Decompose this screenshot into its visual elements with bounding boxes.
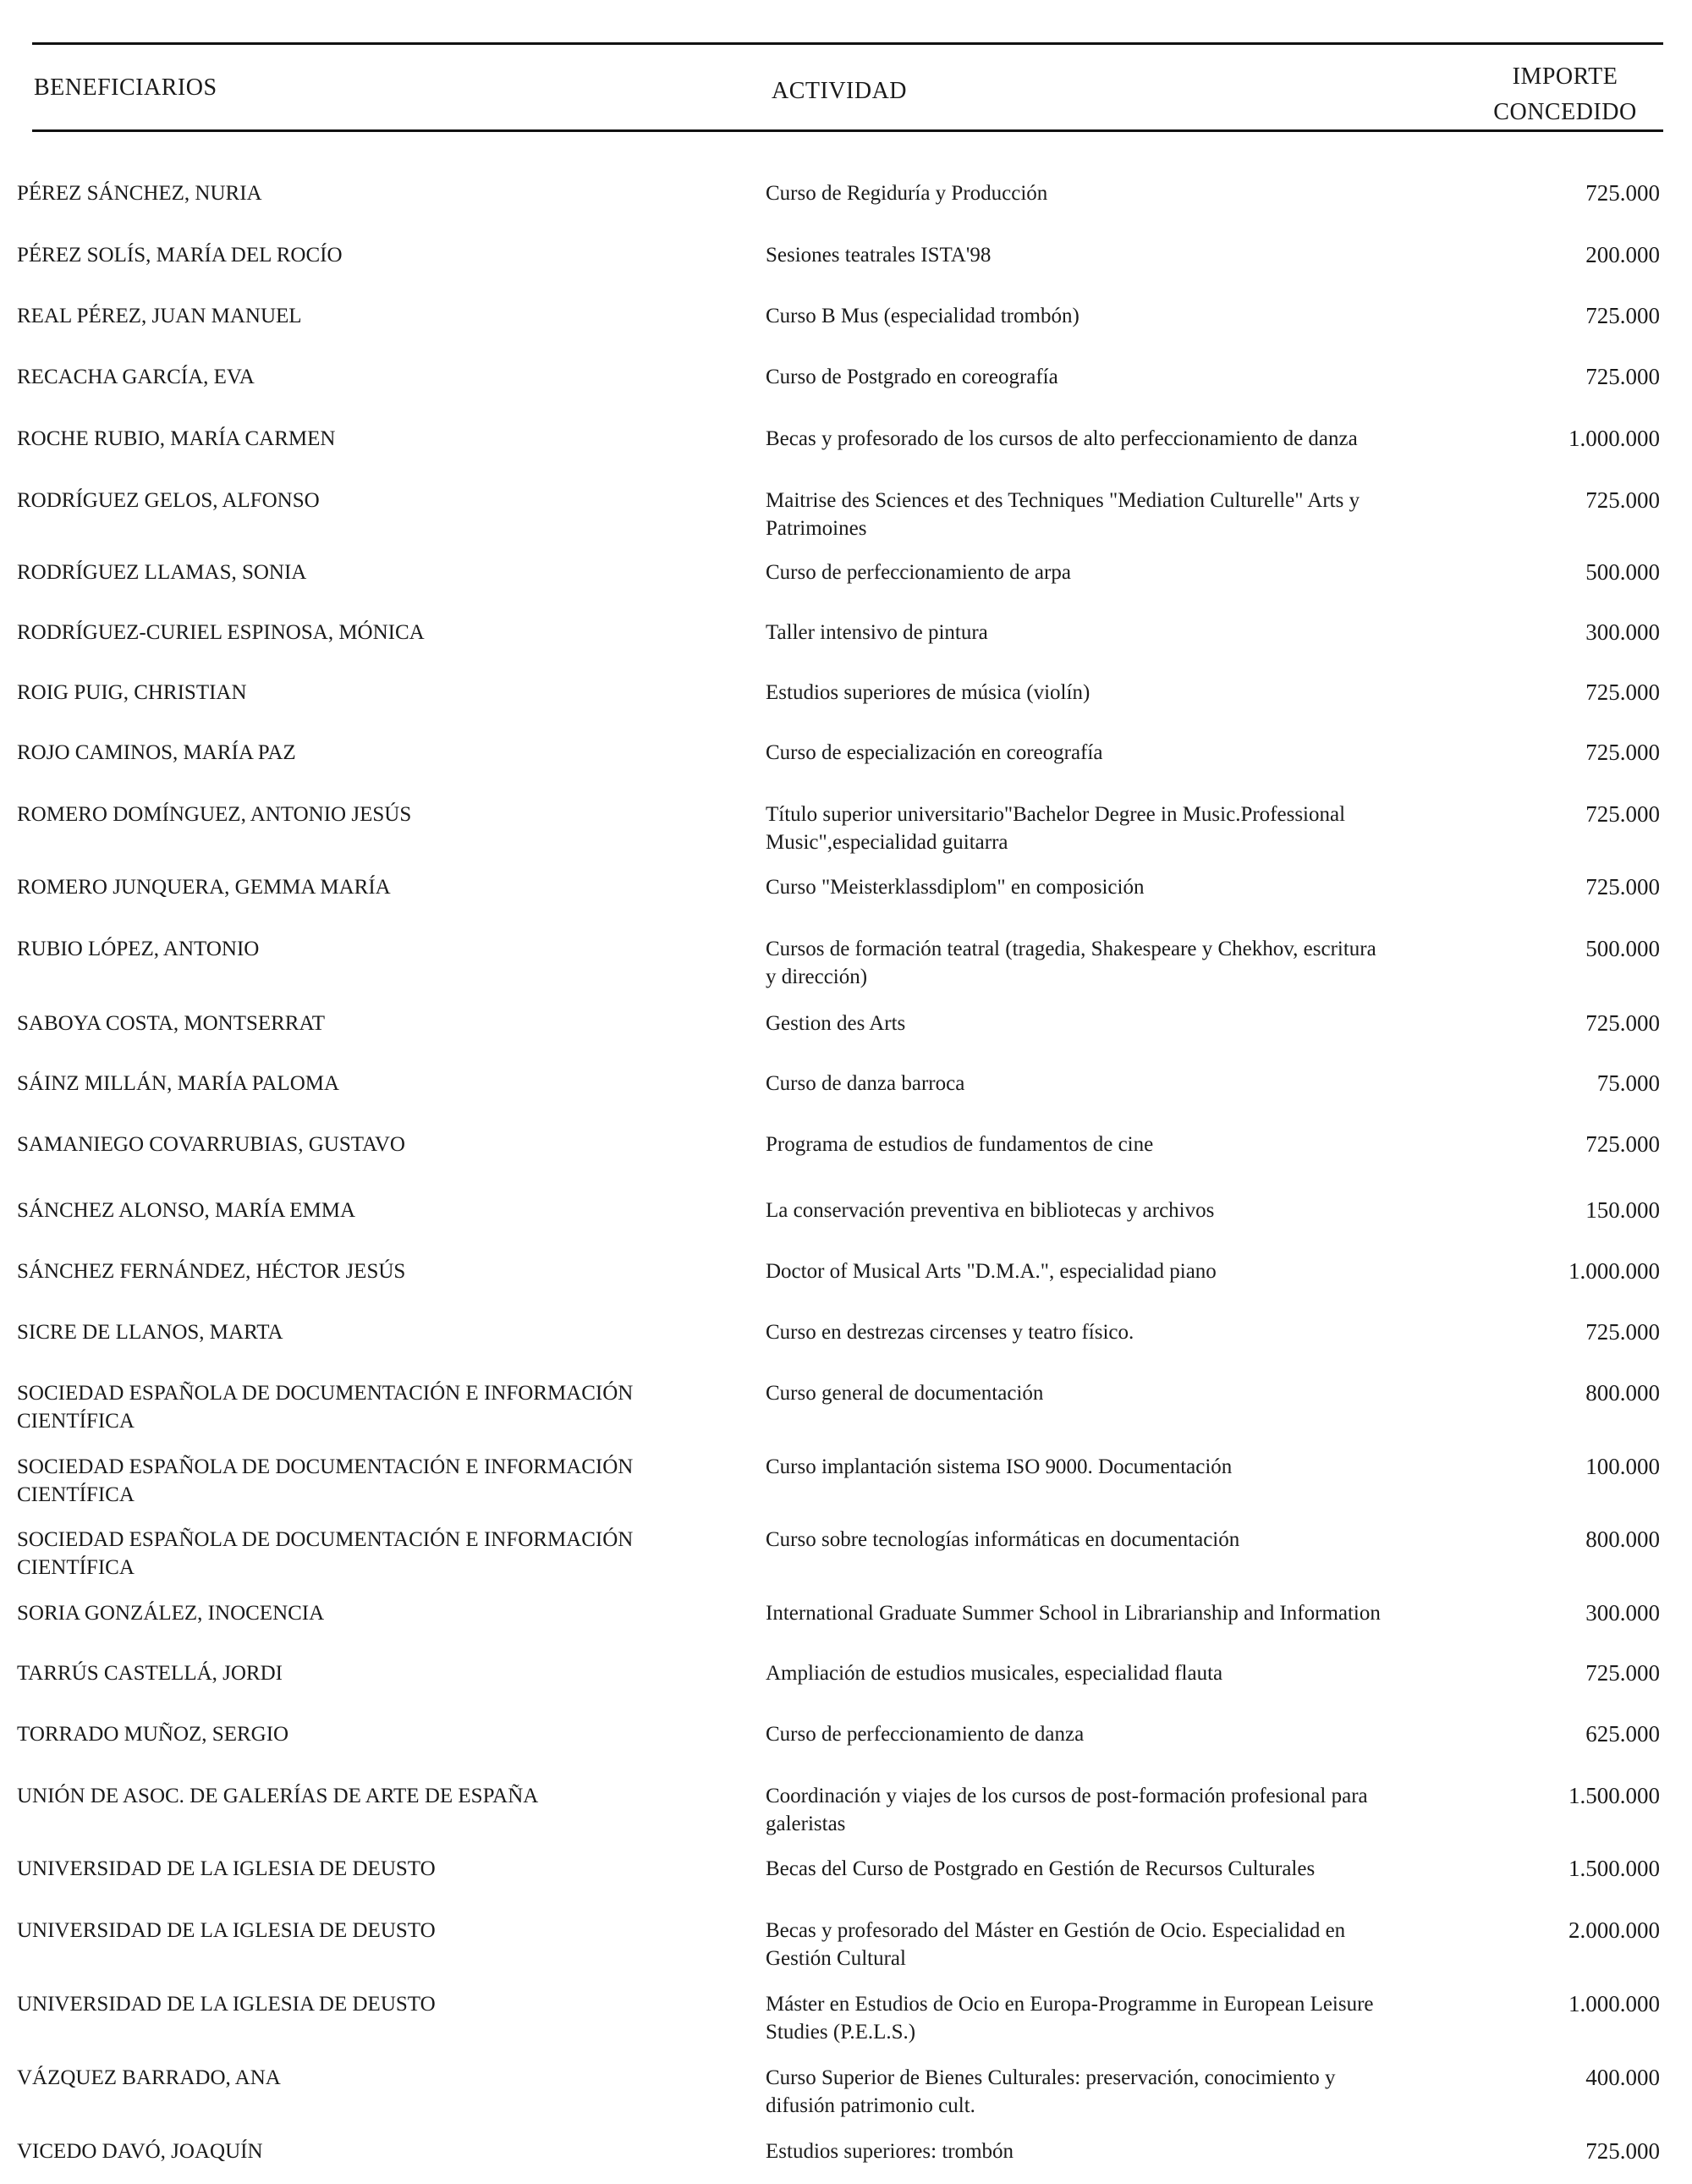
- importe-cell: 500.000: [1585, 936, 1660, 961]
- beneficiario-line: RUBIO LÓPEZ, ANTONIO: [17, 938, 260, 960]
- actividad-cell: [766, 1782, 1426, 1838]
- actividad-cell: [766, 2064, 1426, 2120]
- importe-cell: 725.000: [1585, 1660, 1660, 1686]
- importe-cell: 1.000.000: [1568, 1258, 1660, 1284]
- actividad-line: Estudios superiores de música (violín): [766, 681, 1090, 704]
- beneficiario-cell: [17, 2137, 711, 2165]
- actividad-line: Patrimoines: [766, 517, 867, 540]
- actividad-cell: [766, 558, 1426, 586]
- actividad-line: Curso general de documentación: [766, 1382, 1044, 1405]
- importe-cell: 800.000: [1585, 1527, 1660, 1552]
- actividad-line: Coordinación y viajes de los cursos de post-formación profesional para: [766, 1785, 1368, 1807]
- importe-cell: 625.000: [1585, 1721, 1660, 1747]
- actividad-line: Curso de perfeccionamiento de danza: [766, 1723, 1085, 1746]
- actividad-cell: [766, 619, 1426, 646]
- actividad-line: La conservación preventiva en bibliotecas y archivos: [766, 1199, 1215, 1222]
- beneficiario-line: RODRÍGUEZ LLAMAS, SONIA: [17, 561, 307, 584]
- beneficiario-cell: [17, 425, 711, 453]
- importe-cell: 725.000: [1585, 303, 1660, 328]
- beneficiario-cell: [17, 1197, 711, 1224]
- header-beneficiarios: BENEFICIARIOS: [34, 74, 217, 101]
- importe-cell: 300.000: [1585, 1600, 1660, 1626]
- importe-cell: 150.000: [1585, 1197, 1660, 1223]
- importe-cell: 800.000: [1585, 1380, 1660, 1406]
- actividad-cell: [766, 1917, 1426, 1972]
- beneficiario-cell: [17, 558, 711, 586]
- importe-cell: 725.000: [1585, 180, 1660, 206]
- beneficiario-line: RODRÍGUEZ GELOS, ALFONSO: [17, 489, 320, 512]
- actividad-line: Máster en Estudios de Ocio en Europa-Programme in European Leisure: [766, 1993, 1374, 2016]
- beneficiario-line: PÉREZ SÁNCHEZ, NURIA: [17, 182, 262, 205]
- actividad-cell: [766, 679, 1426, 707]
- beneficiario-line: VICEDO DAVÓ, JOAQUÍN: [17, 2140, 263, 2163]
- beneficiario-cell: [17, 302, 711, 330]
- header-actividad: ACTIVIDAD: [772, 78, 908, 104]
- beneficiario-line: VÁZQUEZ BARRADO, ANA: [17, 2066, 281, 2089]
- beneficiario-line: RODRÍGUEZ-CURIEL ESPINOSA, MÓNICA: [17, 621, 425, 644]
- actividad-line: Maitrise des Sciences et des Techniques "Mediation Culturelle" Arts y: [766, 489, 1360, 512]
- actividad-line: Curso en destrezas circenses y teatro físico.: [766, 1321, 1134, 1344]
- beneficiario-line: CIENTÍFICA: [17, 1556, 135, 1579]
- importe-cell: 725.000: [1585, 679, 1660, 705]
- beneficiario-line: ROIG PUIG, CHRISTIAN: [17, 681, 247, 704]
- actividad-line: Curso de Regiduría y Producción: [766, 182, 1048, 205]
- importe-cell: 400.000: [1585, 2065, 1660, 2090]
- beneficiario-line: TARRÚS CASTELLÁ, JORDI: [17, 1662, 283, 1685]
- actividad-cell: [766, 1070, 1426, 1098]
- actividad-line: Curso "Meisterklassdiplom" en composición: [766, 876, 1145, 899]
- beneficiario-line: ROJO CAMINOS, MARÍA PAZ: [17, 741, 296, 764]
- actividad-cell: [766, 1131, 1426, 1158]
- beneficiario-line: SICRE DE LLANOS, MARTA: [17, 1321, 283, 1344]
- importe-cell: 725.000: [1585, 874, 1660, 899]
- importe-cell: 725.000: [1585, 1010, 1660, 1036]
- header-importe: [1472, 59, 1658, 130]
- actividad-cell: [766, 873, 1426, 901]
- actividad-cell: [766, 487, 1426, 542]
- actividad-line: Curso de perfeccionamiento de arpa: [766, 561, 1071, 584]
- importe-cell: 725.000: [1585, 364, 1660, 389]
- beneficiario-line: ROMERO DOMÍNGUEZ, ANTONIO JESÚS: [17, 803, 412, 826]
- actividad-line: y dirección): [766, 965, 868, 988]
- actividad-cell: [766, 1526, 1426, 1554]
- actividad-cell: [766, 1379, 1426, 1407]
- beneficiario-cell: [17, 1782, 711, 1810]
- beneficiario-line: CIENTÍFICA: [17, 1410, 135, 1433]
- beneficiario-line: SOCIEDAD ESPAÑOLA DE DOCUMENTACIÓN E INFORMACIÓN: [17, 1382, 634, 1405]
- importe-cell: 300.000: [1585, 619, 1660, 645]
- actividad-line: Curso sobre tecnologías informáticas en documentación: [766, 1528, 1240, 1551]
- actividad-cell: [766, 1318, 1426, 1346]
- actividad-cell: [766, 1659, 1426, 1687]
- actividad-line: Curso Superior de Bienes Culturales: preservación, conocimiento y: [766, 2066, 1336, 2089]
- importe-cell: 2.000.000: [1568, 1917, 1660, 1943]
- beneficiario-cell: [17, 1318, 711, 1346]
- importe-cell: 1.000.000: [1568, 426, 1660, 451]
- actividad-line: difusión patrimonio cult.: [766, 2094, 975, 2117]
- actividad-cell: [766, 1990, 1426, 2046]
- beneficiario-line: RECACHA GARCÍA, EVA: [17, 366, 255, 388]
- actividad-line: Becas y profesorado del Máster en Gestión de Ocio. Especialidad en: [766, 1919, 1346, 1942]
- importe-cell: 200.000: [1585, 242, 1660, 267]
- beneficiario-line: UNIVERSIDAD DE LA IGLESIA DE DEUSTO: [17, 1857, 436, 1880]
- beneficiario-cell: [17, 1720, 711, 1748]
- actividad-line: Programa de estudios de fundamentos de cine: [766, 1133, 1154, 1156]
- beneficiario-cell: [17, 487, 711, 514]
- beneficiario-line: SABOYA COSTA, MONTSERRAT: [17, 1012, 326, 1035]
- beneficiario-cell: [17, 739, 711, 767]
- beneficiario-line: ROCHE RUBIO, MARÍA CARMEN: [17, 427, 336, 450]
- importe-cell: 100.000: [1585, 1454, 1660, 1479]
- beneficiario-line: SÁINZ MILLÁN, MARÍA PALOMA: [17, 1072, 340, 1095]
- actividad-cell: [766, 1720, 1426, 1748]
- beneficiario-cell: [17, 363, 711, 391]
- beneficiario-cell: [17, 1599, 711, 1627]
- beneficiario-line: CIENTÍFICA: [17, 1483, 135, 1506]
- actividad-line: Gestión Cultural: [766, 1947, 906, 1970]
- actividad-line: International Graduate Summer School in Librarianship and Information: [766, 1602, 1381, 1625]
- beneficiario-cell: [17, 1070, 711, 1098]
- beneficiario-line: SORIA GONZÁLEZ, INOCENCIA: [17, 1602, 325, 1625]
- beneficiario-cell: [17, 873, 711, 901]
- actividad-line: Título superior universitario"Bachelor Degree in Music.Professional: [766, 803, 1346, 826]
- actividad-line: Studies (P.E.L.S.): [766, 2021, 916, 2044]
- beneficiario-cell: [17, 241, 711, 269]
- beneficiario-cell: [17, 1379, 711, 1435]
- actividad-cell: [766, 1599, 1426, 1627]
- actividad-cell: [766, 1453, 1426, 1481]
- actividad-line: Curso de especialización en coreografía: [766, 741, 1103, 764]
- beneficiario-cell: [17, 1131, 711, 1158]
- actividad-line: Ampliación de estudios musicales, especialidad flauta: [766, 1662, 1223, 1685]
- beneficiario-line: ROMERO JUNQUERA, GEMMA MARÍA: [17, 876, 391, 899]
- actividad-line: Doctor of Musical Arts "D.M.A.", especialidad piano: [766, 1260, 1217, 1283]
- importe-cell: 725.000: [1585, 1131, 1660, 1157]
- header-importe-line2: CONCEDIDO: [1493, 99, 1637, 125]
- actividad-cell: [766, 1197, 1426, 1224]
- actividad-line: Estudios superiores: trombón: [766, 2140, 1014, 2163]
- actividad-line: Sesiones teatrales ISTA'98: [766, 244, 992, 267]
- actividad-line: Music",especialidad guitarra: [766, 831, 1008, 854]
- actividad-cell: [766, 241, 1426, 269]
- actividad-line: Taller intensivo de pintura: [766, 621, 988, 644]
- beneficiario-line: UNIVERSIDAD DE LA IGLESIA DE DEUSTO: [17, 1993, 436, 2016]
- header-importe-line1: IMPORTE: [1512, 63, 1618, 90]
- beneficiario-cell: [17, 800, 711, 828]
- beneficiario-line: UNIÓN DE ASOC. DE GALERÍAS DE ARTE DE ESPAÑA: [17, 1785, 539, 1807]
- actividad-line: Cursos de formación teatral (tragedia, Shakespeare y Chekhov, escritura: [766, 938, 1376, 960]
- beneficiario-cell: [17, 679, 711, 707]
- actividad-cell: [766, 363, 1426, 391]
- beneficiario-cell: [17, 1526, 711, 1582]
- actividad-line: Gestion des Arts: [766, 1012, 906, 1035]
- importe-cell: 500.000: [1585, 559, 1660, 585]
- importe-cell: 1.500.000: [1568, 1856, 1660, 1881]
- beneficiario-cell: [17, 1990, 711, 2018]
- actividad-cell: [766, 935, 1426, 991]
- actividad-cell: [766, 425, 1426, 453]
- beneficiario-line: SÁNCHEZ ALONSO, MARÍA EMMA: [17, 1199, 356, 1222]
- actividad-cell: [766, 179, 1426, 207]
- importe-cell: 1.500.000: [1568, 1783, 1660, 1808]
- actividad-line: galeristas: [766, 1813, 846, 1835]
- beneficiario-cell: [17, 1855, 711, 1883]
- actividad-line: Curso implantación sistema ISO 9000. Documentación: [766, 1455, 1233, 1478]
- beneficiario-cell: [17, 2064, 711, 2092]
- actividad-cell: [766, 302, 1426, 330]
- importe-cell: 725.000: [1585, 2138, 1660, 2164]
- beneficiario-line: PÉREZ SOLÍS, MARÍA DEL ROCÍO: [17, 244, 343, 267]
- importe-cell: 75.000: [1596, 1070, 1660, 1096]
- beneficiario-cell: [17, 179, 711, 207]
- beneficiario-line: UNIVERSIDAD DE LA IGLESIA DE DEUSTO: [17, 1919, 436, 1942]
- beneficiario-cell: [17, 1453, 711, 1509]
- beneficiario-cell: [17, 1659, 711, 1687]
- beneficiario-cell: [17, 1257, 711, 1285]
- beneficiario-cell: [17, 1917, 711, 1945]
- top-rule: [32, 42, 1663, 45]
- actividad-line: Curso de danza barroca: [766, 1072, 965, 1095]
- actividad-cell: [766, 1855, 1426, 1883]
- header-rule: [32, 129, 1663, 132]
- beneficiario-line: SOCIEDAD ESPAÑOLA DE DOCUMENTACIÓN E INFORMACIÓN: [17, 1528, 634, 1551]
- importe-cell: 725.000: [1585, 801, 1660, 827]
- beneficiario-cell: [17, 619, 711, 646]
- beneficiario-line: SOCIEDAD ESPAÑOLA DE DOCUMENTACIÓN E INFORMACIÓN: [17, 1455, 634, 1478]
- importe-cell: 725.000: [1585, 740, 1660, 765]
- beneficiario-cell: [17, 935, 711, 963]
- actividad-line: Becas del Curso de Postgrado en Gestión de Recursos Culturales: [766, 1857, 1316, 1880]
- actividad-cell: [766, 2137, 1426, 2165]
- importe-cell: 725.000: [1585, 487, 1660, 513]
- actividad-line: Curso de Postgrado en coreografía: [766, 366, 1058, 388]
- actividad-cell: [766, 1257, 1426, 1285]
- beneficiario-cell: [17, 1009, 711, 1037]
- beneficiario-line: TORRADO MUÑOZ, SERGIO: [17, 1723, 289, 1746]
- actividad-line: Curso B Mus (especialidad trombón): [766, 305, 1079, 327]
- beneficiario-line: SAMANIEGO COVARRUBIAS, GUSTAVO: [17, 1133, 405, 1156]
- actividad-cell: [766, 739, 1426, 767]
- beneficiario-line: REAL PÉREZ, JUAN MANUEL: [17, 305, 302, 327]
- actividad-cell: [766, 1009, 1426, 1037]
- beneficiario-line: SÁNCHEZ FERNÁNDEZ, HÉCTOR JESÚS: [17, 1260, 406, 1283]
- actividad-line: Becas y profesorado de los cursos de alto perfeccionamiento de danza: [766, 427, 1358, 450]
- actividad-cell: [766, 800, 1426, 856]
- importe-cell: 725.000: [1585, 1319, 1660, 1345]
- importe-cell: 1.000.000: [1568, 1991, 1660, 2016]
